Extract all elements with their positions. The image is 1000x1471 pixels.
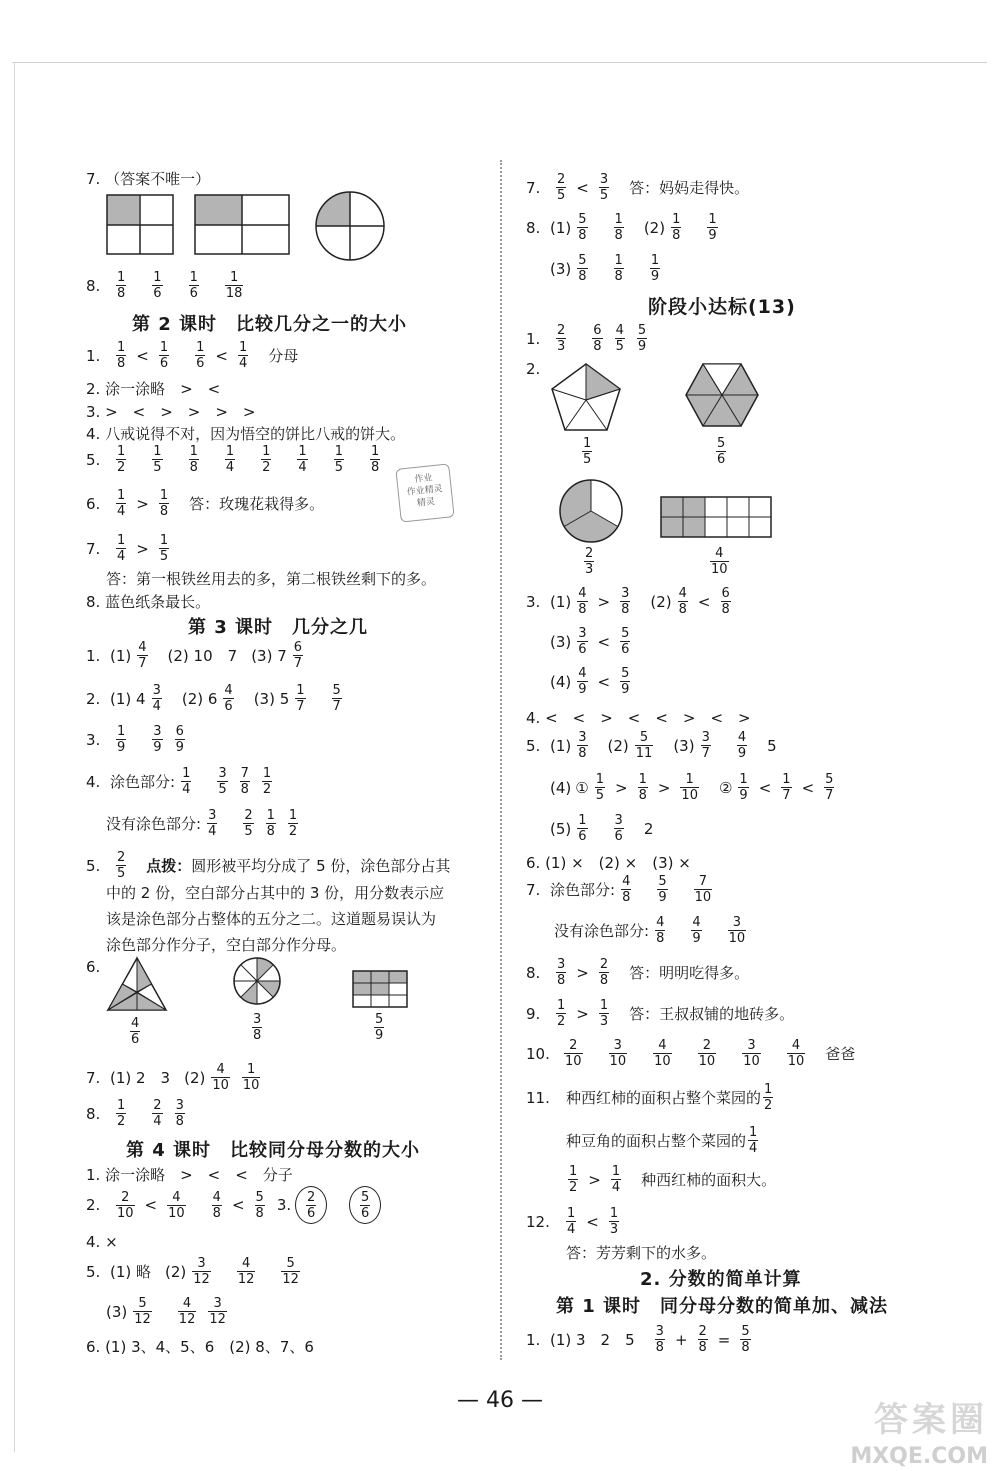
n5-line: 5. (1) 略 (2) 3 12 4 12 5 12: [86, 1256, 299, 1287]
s5c-line: (5) 1 6 3 6 2: [550, 813, 654, 844]
s9-line: 9. 1 2 > 1 3 答：王叔叔铺的地砖多。: [526, 998, 795, 1029]
m5-line: 5. 2 5 点拨： 圆形被平均分成了 5 份，涂色部分占其: [86, 850, 451, 881]
n2-line: 2. 2 10 < 4 10 4 8 < 5 8 3. 2 6 5 6: [86, 1186, 385, 1224]
s11c-line: 1 2 > 1 4 种西红柿的面积大。: [569, 1164, 777, 1195]
l1-line: 1. 1 8 < 1 6 1 6 < 1 4 分母: [86, 340, 299, 371]
l3-line: 3. > < > > > >: [86, 403, 256, 421]
circle-8-parts-figure: [232, 956, 282, 1006]
s11-line: 11. 种西红柿的面积占整个菜园的 1 2: [526, 1082, 773, 1113]
m6-frac3: 5 9: [375, 1012, 384, 1043]
t1-line: 1. (1) 3 2 5 3 8 + $\frac{2}{8}$ = $\frac{5}{8}$: [526, 1324, 750, 1355]
circle-4-parts-figure: [314, 190, 386, 262]
fraction: 1 18: [225, 270, 243, 301]
n1-line: 1. 涂一涂略 > < < 分子: [86, 1166, 293, 1184]
l4-line: 4. 八戒说得不对，因为悟空的饼比八戒的饼大。: [86, 425, 406, 443]
s7b-line: 没有涂色部分: 4 8 4 9 3 10: [554, 915, 746, 946]
section-heading: 第 1 课时 同分母分数的简单加、减法: [556, 1296, 889, 1317]
s2-frac3: 2 3: [585, 546, 594, 577]
homework-stamp: 作业 作业精灵 精灵: [395, 463, 454, 522]
watermark-logo: 答案圈: [874, 1400, 988, 1440]
s2-num: 2.: [526, 360, 541, 378]
s1-line: 1. 2 3 6 8 4 5 5 9: [526, 323, 647, 354]
m6-frac2: 3 8: [253, 1012, 262, 1043]
section-heading: 第 2 课时 比较几分之一的大小: [132, 314, 408, 335]
l7-line: 7. 1 4 > 1 5: [86, 533, 169, 564]
m8-line: 8. 1 2 2 4 3 8: [86, 1098, 184, 1129]
hexagon-6-parts-figure: [684, 362, 760, 428]
r8-line: 8. (1) 5 8 1 8 (2) 1 8 1 9: [526, 212, 717, 243]
grid-9-parts-figure: [352, 970, 408, 1008]
s5-line: 5. (1) 3 8 (2) 5 11 (3) 3 7 4 9 5: [526, 730, 777, 761]
s10-line: 10. 2 10 3 10 4 10 2 10 3 10 4 10 爸爸: [526, 1038, 856, 1069]
l7-answer: 答：第一根铁丝用去的多，第二根铁丝剩下的多。: [106, 570, 437, 588]
s11b-line: 种豆角的面积占整个菜园的 1 4: [566, 1125, 758, 1156]
s4-line: 4. < < > < < > < >: [526, 709, 751, 727]
circled-fraction: 2 6: [295, 1186, 327, 1224]
page-number: — 46 —: [457, 1388, 543, 1413]
s2-frac1: 1 5: [583, 436, 592, 467]
section-heading: 阶段小达标(13): [648, 296, 796, 318]
q7-title: 7. （答案不唯一）: [86, 170, 211, 188]
section-heading: 第 4 课时 比较同分母分数的大小: [126, 1140, 421, 1161]
m1-line: 1. (1) 4 7 (2) 10 7 (3) 7 6 7: [86, 640, 303, 671]
m6-frac1: 4 6: [131, 1016, 140, 1047]
triangle-6-parts-figure: [106, 956, 168, 1012]
l8-line: 8. 蓝色纸条最长。: [86, 593, 211, 611]
chapter-heading: 2. 分数的简单计算: [640, 1269, 802, 1290]
circled-fraction: 5 6: [349, 1186, 381, 1224]
s12-answer: 答：芳芳剩下的水多。: [566, 1244, 717, 1262]
m5-explanation: 中的 2 份，空白部分占其中的 3 份，用分数表示应 该是涂色部分占整体的五分之二。这道题易误认为 涂色部分作分子，空白部分作分母。: [106, 884, 445, 954]
m4-line: 4. 涂色部分: 1 4 3 5 7 8 1 2: [86, 766, 272, 797]
fraction: 1 6: [153, 270, 162, 301]
l6-line: 6. 1 4 > 1 8 答：玫瑰花栽得多。: [86, 488, 325, 519]
r7-line: 7. 2 5 < 3 5 答：妈妈走得快。: [526, 172, 750, 203]
top-rule: [12, 62, 987, 63]
circle-3-parts-figure: [558, 478, 624, 544]
section-heading: 第 3 课时 几分之几: [188, 617, 369, 638]
m3-line: 3. 1 9 3 9 6 9: [86, 724, 184, 755]
s3a-line: 3. (1) 4 8 > 3 8 (2) 4 8 < 6 8: [526, 586, 730, 617]
l5-line: 5. 1 2 1 5 1 8 1 4 1 2 1 4 1 5 1 8: [86, 444, 380, 475]
s8-line: 8. 3 8 > 2 8 答：明明吃得多。: [526, 957, 750, 988]
s2-frac4: 4 10: [711, 546, 728, 577]
grid-10-parts-figure: [660, 496, 772, 538]
q8-num: 8.: [86, 276, 101, 295]
rect-4-parts-figure: [194, 194, 292, 256]
s6-line: 6. (1) × (2) × (3) ×: [526, 854, 691, 872]
left-rule: [14, 62, 15, 1452]
r8b-line: (3) 5 8 1 8 1 9: [550, 253, 660, 284]
n5b-line: (3) 5 12 4 12 3 12: [106, 1296, 226, 1327]
pentagon-5-parts-figure: [550, 362, 622, 434]
n6-line: 6. (1) 3、4、5、6 (2) 8、7、6: [86, 1338, 314, 1356]
s5b-line: (4) ① 1 5 > 1 8 > 1 10 ② 1 9 < 1 7 < 5 7: [550, 772, 834, 803]
watermark-url: MXQE.COM: [850, 1444, 988, 1469]
n4-line: 4. ×: [86, 1233, 118, 1251]
m2-line: 2. (1) 4 3 4 (2) 6 4 6 (3) 5 1 7 5 7: [86, 683, 341, 714]
m6-num: 6.: [86, 958, 101, 976]
m7-line: 7. (1) 2 3 (2) 4 10 1 10: [86, 1062, 260, 1093]
fraction: 1 8: [117, 270, 126, 301]
s3c-line: (4) 4 9 < 5 9: [550, 666, 630, 697]
m4b-line: 没有涂色部分: 3 4 2 5 1 8 1 2: [106, 808, 298, 839]
q8-line: [86, 270, 249, 301]
fraction: 1 6: [189, 270, 198, 301]
column-divider: [500, 160, 502, 1360]
s12-line: 12. 1 4 < 1 3: [526, 1206, 619, 1237]
square-4-parts-figure: [106, 194, 176, 256]
s2-frac2: 5 6: [717, 436, 726, 467]
l2-line: 2. 涂一涂略 > <: [86, 380, 221, 398]
answer-word: 分母: [268, 347, 299, 365]
s3b-line: (3) 3 6 < 5 6: [550, 626, 630, 657]
s7-line: 7. 涂色部分: 4 8 5 9 7 10: [526, 874, 712, 905]
